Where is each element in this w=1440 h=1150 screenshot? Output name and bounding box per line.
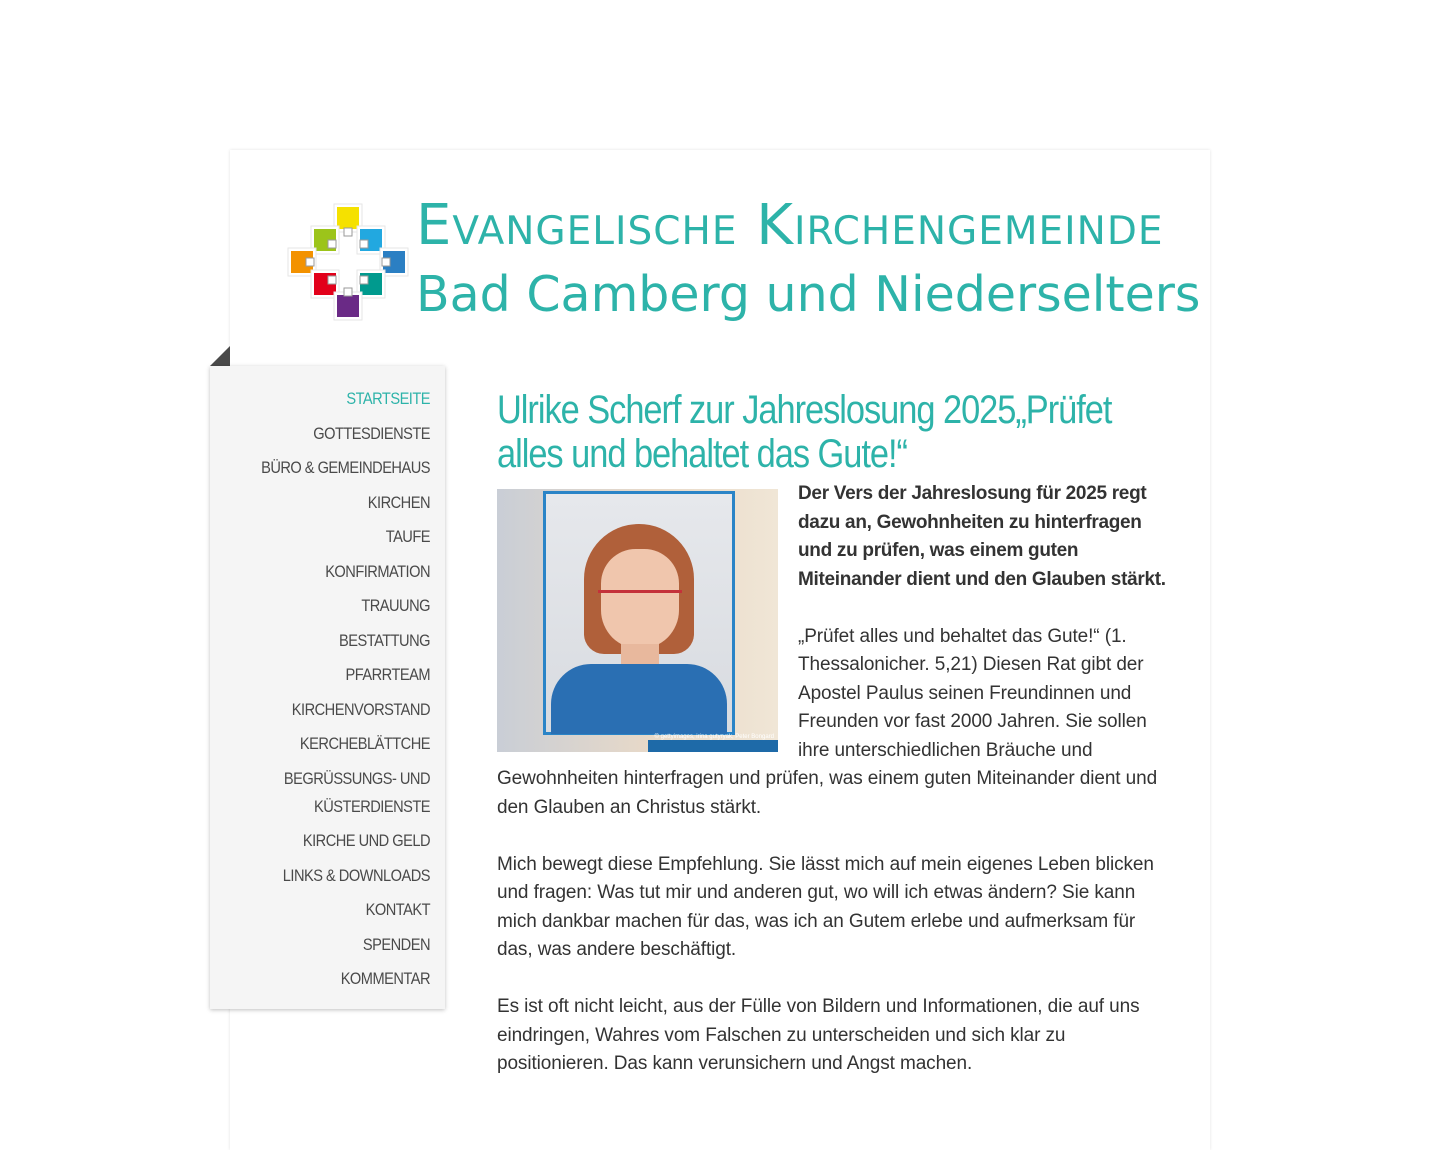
- nav-item-kirchen[interactable]: KIRCHEN: [367, 492, 430, 512]
- nav-item-kirchenvorstand[interactable]: KIRCHENVORSTAND: [291, 699, 430, 719]
- portrait-glasses: [598, 590, 682, 609]
- sidebar-fold-corner: [210, 346, 230, 366]
- nav-item-links-downloads[interactable]: LINKS & DOWNLOADS: [282, 865, 430, 885]
- nav-item-kercheblaettche[interactable]: KERCHEBLÄTTCHE: [299, 734, 430, 753]
- nav-item-begruessungs-kuesterdienste[interactable]: BEGRÜSSUNGS- UND KÜSTERDIENSTE: [283, 768, 430, 816]
- nav-item-spenden[interactable]: SPENDEN: [362, 934, 430, 954]
- post-paragraph: Es ist oft nicht leicht, aus der Fülle von Bildern und Informationen, die auf uns eindringen, Wahres vom Falschen zu unterscheiden und sich klar zu positionieren. Das kann verunsichern und Angst machen.: [497, 996, 1140, 1074]
- post-lead: Der Vers der Jahreslosung für 2025 regt dazu an, Gewohnheiten zu hinterfragen und zu prüfen, was einem guten Miteinander dient und den Glauben stärkt.: [798, 483, 1166, 590]
- site-title-line1[interactable]: Evangelische Kirchengemeinde: [416, 193, 1164, 258]
- nav-item-startseite[interactable]: STARTSEITE: [346, 389, 430, 408]
- portrait-frame: [543, 491, 735, 735]
- post-paragraph: Mich bewegt diese Empfehlung. Sie lässt mich auf mein eigenes Leben blicken und fragen: Was tut mir und anderen gut, wo will ich etwas ändern? Sie kann mich dankbar machen für das, was ich an Gutem erlebe und aufmerksam für das, was andere beschäftigt.: [497, 853, 1154, 960]
- nav-item-taufe[interactable]: TAUFE: [385, 527, 430, 546]
- site-title[interactable]: [416, 193, 1201, 330]
- main-navigation: [210, 366, 445, 1009]
- colorful-cross-logo-icon[interactable]: [286, 200, 410, 324]
- main-content: [497, 388, 1173, 1107]
- nav-item-buero-gemeindehaus[interactable]: BÜRO & GEMEINDEHAUS: [261, 458, 430, 477]
- nav-item-konfirmation[interactable]: KONFIRMATION: [325, 561, 430, 581]
- nav-item-pfarrteam[interactable]: PFARRTEAM: [345, 665, 430, 684]
- nav-item-kommentar[interactable]: KOMMENTAR: [340, 969, 430, 988]
- nav-item-trauung[interactable]: TRAUUNG: [361, 596, 430, 615]
- nav-item-kirche-und-geld[interactable]: KIRCHE UND GELD: [302, 831, 430, 850]
- post-title[interactable]: Ulrike Scherf zur Jahreslosung 2025„Prüfet alles und behaltet das Gute!“: [497, 388, 1112, 476]
- nav-item-bestattung[interactable]: BESTATTUNG: [339, 630, 430, 650]
- post-body: [497, 476, 1173, 1079]
- nav-item-gottesdienste[interactable]: GOTTESDIENSTE: [313, 423, 430, 443]
- nav-list: [210, 366, 445, 997]
- site-header: [286, 193, 1201, 326]
- post-image-portrait: [497, 489, 778, 752]
- site-title-line2[interactable]: Bad Camberg und Niederselters: [416, 266, 1201, 323]
- post-paragraph: „Prüfet alles und behaltet das Gute!“ (1. Thessalonicher. 5,21) Diesen Rat gibt der Apostel Paulus seinen Freundinnen und Freunden vor fast 2000 Jahren. Sie sollen ihre unterschiedlichen Bräuche und Gewohnheiten hinterfragen und prüfen, was einem guten Miteinander dient und den Glauben an Christus stärkt.: [497, 625, 1158, 818]
- image-credit: © gettyimages, irina gutyryak, Peter Bongard: [654, 733, 774, 740]
- nav-item-kontakt[interactable]: KONTAKT: [365, 900, 430, 919]
